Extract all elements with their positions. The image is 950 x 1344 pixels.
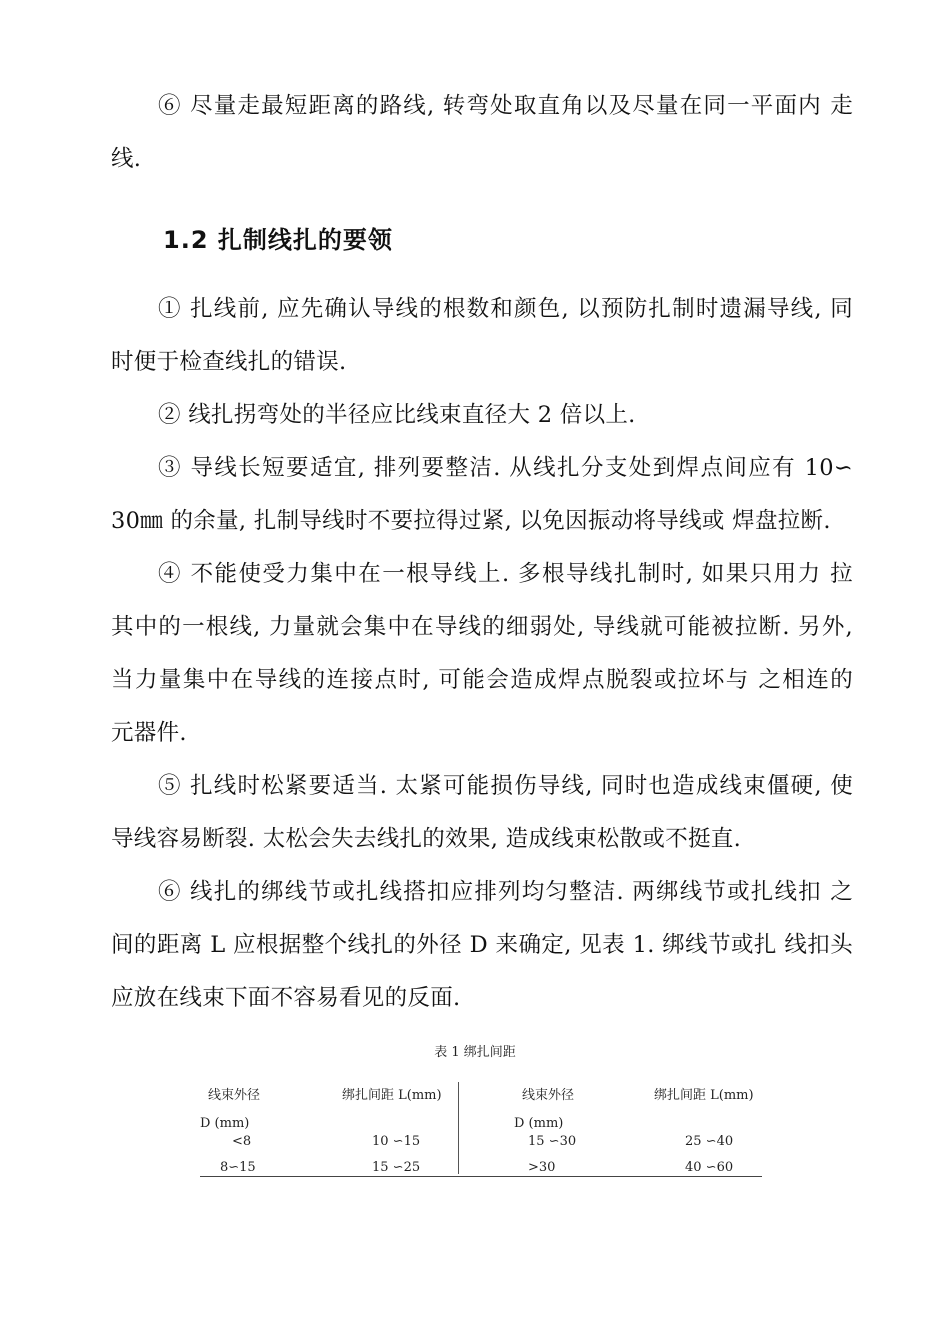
table-bottom-rule bbox=[200, 1176, 762, 1177]
table-cell: 8∽15 bbox=[220, 1160, 256, 1175]
text-line: 导线容易断裂. 太松会失去线扎的效果, 造成线束松散或不挺直. bbox=[111, 826, 742, 852]
table-caption: 表 1 绑扎间距 bbox=[434, 1045, 516, 1060]
table-header: 绑扎间距 L(mm) bbox=[342, 1088, 442, 1103]
text-line: ⑥ 尽量走最短距离的路线, 转弯处取直角以及尽量在同一平面内 走 bbox=[158, 93, 853, 119]
text-line: 当力量集中在导线的连接点时, 可能会造成焊点脱裂或拉坏与 之相连的 bbox=[111, 667, 853, 693]
text-line: ⑤ 扎线时松紧要适当. 太紧可能损伤导线, 同时也造成线束僵硬, 使 bbox=[158, 773, 853, 799]
text-line: 30㎜ 的余量, 扎制导线时不要拉得过紧, 以免因振动将导线或 焊盘拉断. bbox=[111, 508, 831, 534]
table-subheader: D (mm) bbox=[514, 1116, 564, 1131]
table-subheader: D (mm) bbox=[200, 1116, 250, 1131]
binding-spacing-table bbox=[200, 1082, 762, 1178]
text-line: ③ 导线长短要适宜, 排列要整洁. 从线扎分支处到焊点间应有 10∽ bbox=[158, 455, 853, 481]
table-column-divider bbox=[458, 1082, 459, 1174]
text-line: 线. bbox=[111, 146, 142, 172]
text-line: 应放在线束下面不容易看见的反面. bbox=[111, 985, 461, 1011]
paragraph-wire-length bbox=[111, 442, 853, 548]
paragraph-force-distribution bbox=[111, 548, 853, 760]
text-line: 其中的一根线, 力量就会集中在导线的细弱处, 导线就可能被拉断. 另外, bbox=[111, 614, 853, 640]
text-line: ② 线扎拐弯处的半径应比线束直径大 2 倍以上. bbox=[158, 402, 636, 428]
paragraph-tightness bbox=[111, 760, 853, 866]
paragraph-route bbox=[111, 80, 853, 186]
paragraph-binding-spacing bbox=[111, 866, 853, 1025]
table-cell: 40 ∽60 bbox=[685, 1160, 734, 1175]
paragraph-bend-radius bbox=[111, 389, 853, 442]
text-line: 时便于检查线扎的错误. bbox=[111, 349, 347, 375]
table-cell: >30 bbox=[528, 1160, 556, 1175]
section-heading: 1.2 扎制线扎的要领 bbox=[163, 226, 393, 254]
table-header: 线束外径 bbox=[208, 1088, 261, 1103]
table-cell: 25 ∽40 bbox=[685, 1134, 734, 1149]
table-cell: <8 bbox=[232, 1134, 252, 1149]
table-header: 线束外径 bbox=[522, 1088, 575, 1103]
paragraph-confirm-wires bbox=[111, 283, 853, 389]
text-line: ⑥ 线扎的绑线节或扎线搭扣应排列均匀整洁. 两绑线节或扎线扣 之 bbox=[158, 879, 853, 905]
text-line: 间的距离 L 应根据整个线扎的外径 D 来确定, 见表 1. 绑线节或扎 线扣头 bbox=[111, 932, 853, 958]
table-header: 绑扎间距 L(mm) bbox=[654, 1088, 754, 1103]
table-cell: 10 ∽15 bbox=[372, 1134, 421, 1149]
table-cell: 15 ∽25 bbox=[372, 1160, 421, 1175]
table-cell: 15 ∽30 bbox=[528, 1134, 577, 1149]
text-line: ④ 不能使受力集中在一根导线上. 多根导线扎制时, 如果只用力 拉 bbox=[158, 561, 853, 587]
text-line: ① 扎线前, 应先确认导线的根数和颜色, 以预防扎制时遗漏导线, 同 bbox=[158, 296, 853, 322]
text-line: 元器件. bbox=[111, 720, 187, 746]
